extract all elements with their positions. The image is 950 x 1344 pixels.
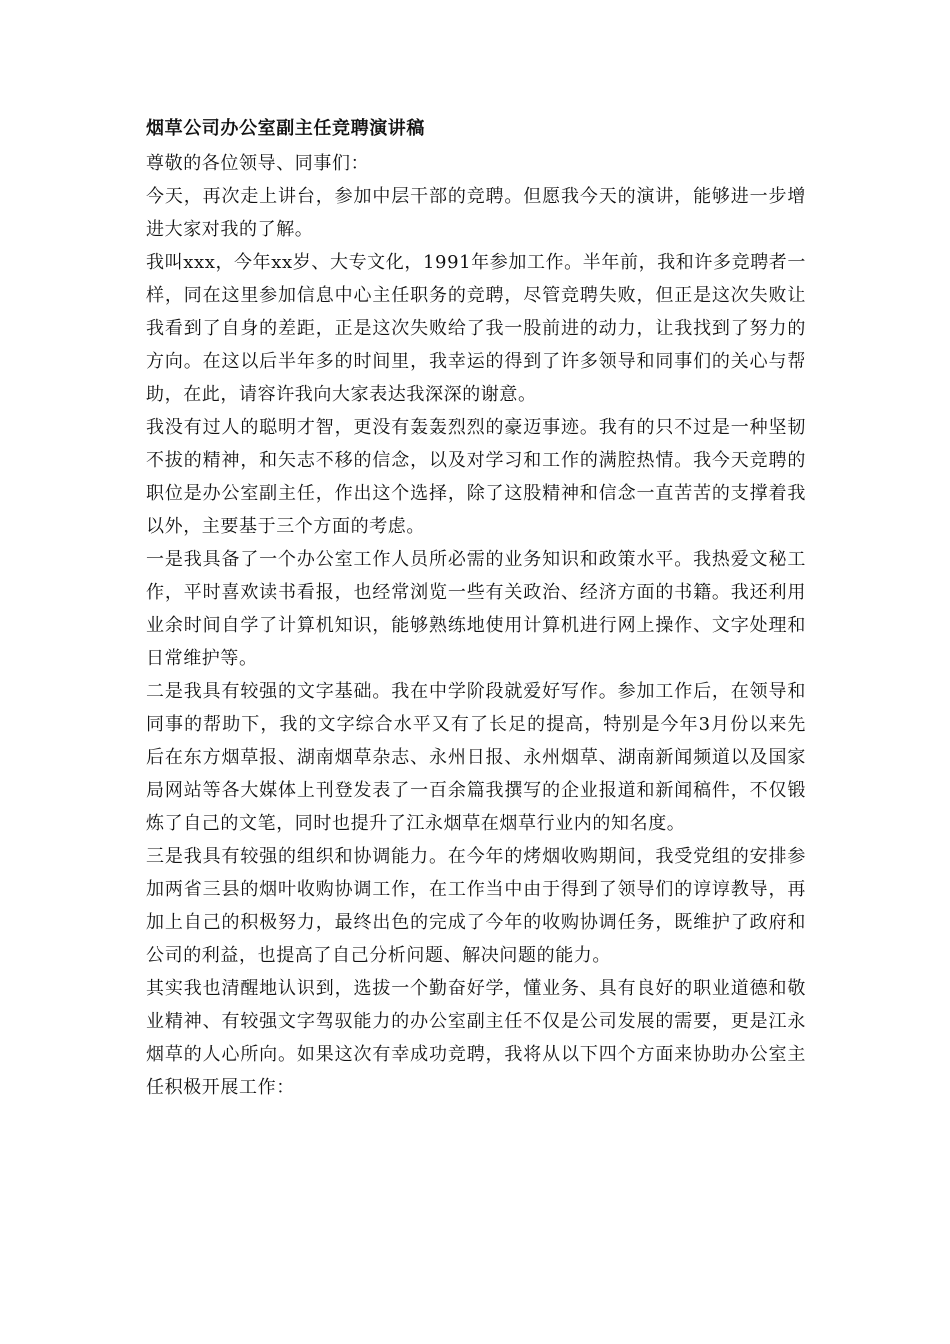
document-title: 烟草公司办公室副主任竞聘演讲稿 bbox=[146, 118, 425, 139]
document-body bbox=[146, 111, 806, 1104]
paragraph-point-three: 三是我具有较强的组织和协调能力。在今年的烤烟收购期间，我受党组的安排参加两省三县的烟叶收购协调工作，在工作当中由于得到了领导们的谆谆教导，再加上自己的积极努力，最终出色的完成了今年的收购协调任务，既维护了政府和公司的利益，也提高了自己分析问题、解决问题的能力。 bbox=[146, 846, 806, 966]
paragraph-point-one: 一是我具备了一个办公室工作人员所必需的业务知识和政策水平。我热爱文秘工作，平时喜欢读书看报，也经常浏览一些有关政治、经济方面的书籍。我还利用业余时间自学了计算机知识，能够熟练地使用计算机进行网上操作、文字处理和日常维护等。 bbox=[146, 549, 806, 669]
paragraph-point-two: 二是我具有较强的文字基础。我在中学阶段就爱好写作。参加工作后，在领导和同事的帮助下，我的文字综合水平又有了长足的提高，特别是今年3月份以来先后在东方烟草报、湖南烟草杂志、永州日报、永州烟草、湖南新闻频道以及国家局网站等各大媒体上刊登发表了一百余篇我撰写的企业报道和新闻稿件，不仅锻炼了自己的文笔，同时也提升了江永烟草在烟草行业内的知名度。 bbox=[146, 681, 806, 834]
paragraph-salutation: 尊敬的各位领导、同事们： bbox=[146, 153, 370, 174]
paragraph-opening: 今天，再次走上讲台，参加中层干部的竞聘。但愿我今天的演讲，能够进一步增进大家对我的了解。 bbox=[146, 186, 806, 240]
paragraph-introduction: 我叫xxx，今年xx岁、大专文化，1991年参加工作。半年前，我和许多竞聘者一样，同在这里参加信息中心主任职务的竞聘，尽管竞聘失败，但正是这次失败让我看到了自身的差距，正是这次失败给了我一股前进的动力，让我找到了努力的方向。在这以后半年多的时间里，我幸运的得到了许多领导和同事们的关心与帮助，在此，请容许我向大家表达我深深的谢意。 bbox=[146, 252, 806, 405]
paragraph-closing: 其实我也清醒地认识到，选拔一个勤奋好学，懂业务、具有良好的职业道德和敬业精神、有较强文字驾驭能力的办公室副主任不仅是公司发展的需要，更是江永烟草的人心所向。如果这次有幸成功竞聘，我将从以下四个方面来协助办公室主任积极开展工作： bbox=[146, 978, 806, 1098]
paragraph-motivation: 我没有过人的聪明才智，更没有轰轰烈烈的豪迈事迹。我有的只不过是一种坚韧不拔的精神，和矢志不移的信念，以及对学习和工作的满腔热情。我今天竞聘的职位是办公室副主任，作出这个选择，除了这股精神和信念一直苦苦的支撑着我以外，主要基于三个方面的考虑。 bbox=[146, 417, 806, 537]
